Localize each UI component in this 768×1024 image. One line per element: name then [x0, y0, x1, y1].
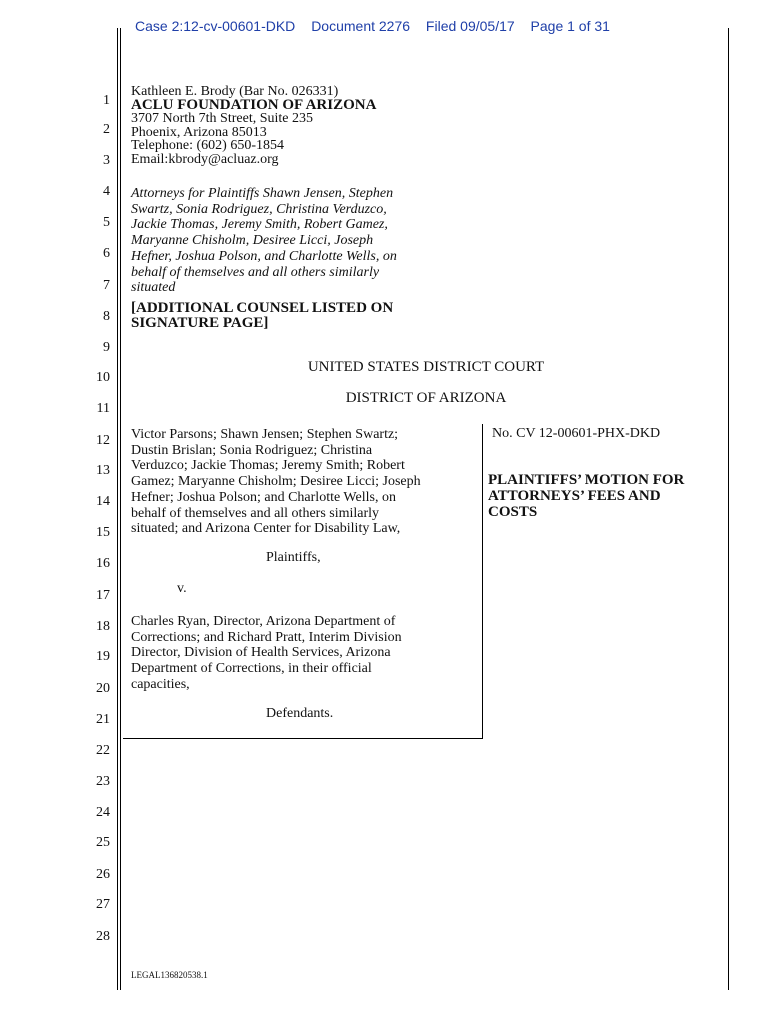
- attorneys-for-line: Jackie Thomas, Jeremy Smith, Robert Gamez,: [131, 217, 388, 233]
- caption-line: Gamez; Maryanne Chisholm; Desiree Licci; Joseph: [131, 474, 421, 490]
- caption-divider: [482, 424, 483, 738]
- caption-line: Verduzco; Jackie Thomas; Jeremy Smith; Robert: [131, 458, 405, 474]
- additional-counsel-line: [ADDITIONAL COUNSEL LISTED ON: [131, 300, 394, 316]
- caption-line: capacities,: [131, 676, 190, 692]
- caption-line: situated; and Arizona Center for Disability Law,: [131, 521, 401, 537]
- line-number: 18: [96, 619, 110, 634]
- caption-line: Charles Ryan, Director, Arizona Department of: [131, 614, 396, 629]
- court-district: DISTRICT OF ARIZONA: [345, 390, 507, 406]
- attorneys-for-line: Maryanne Chisholm, Desiree Licci, Joseph: [131, 233, 374, 249]
- motion-title-line: COSTS: [488, 504, 538, 520]
- caption-line: Hefner; Joshua Polson; and Charlotte Wells, on: [131, 489, 396, 505]
- line-number: 5: [103, 215, 110, 230]
- line-number: 14: [96, 494, 110, 509]
- caption-line: Dustin Brislan; Sonia Rodriguez; Christina: [131, 442, 373, 458]
- counsel-address-line-2: Phoenix, Arizona 85013: [131, 124, 267, 140]
- attorneys-for-block: [131, 186, 397, 296]
- line-number: 15: [96, 525, 110, 540]
- court-name: UNITED STATES DISTRICT COURT: [307, 359, 545, 375]
- line-number: 25: [96, 835, 110, 850]
- counsel-name: Kathleen E. Brody (Bar No. 026331): [131, 84, 339, 99]
- counsel-block: [131, 85, 376, 166]
- motion-title: [488, 472, 684, 520]
- line-number: 4: [103, 184, 110, 199]
- attorneys-for-line: Hefner, Joshua Polson, and Charlotte Wells, on: [131, 248, 397, 264]
- line-number: 21: [96, 712, 110, 727]
- motion-title-line: PLAINTIFFS’ MOTION FOR: [488, 472, 685, 488]
- page-indicator: Page 1 of 31: [530, 18, 610, 34]
- line-number: 9: [103, 340, 110, 355]
- counsel-telephone: Telephone: (602) 650-1854: [131, 138, 284, 153]
- defendants-parties: [131, 614, 402, 693]
- plaintiffs-parties: [131, 427, 421, 537]
- right-margin-rule: [728, 28, 729, 990]
- caption-line: Victor Parsons; Shawn Jensen; Stephen Swartz;: [131, 427, 399, 442]
- attorneys-for-line: Attorneys for Plaintiffs Shawn Jensen, Stephen: [131, 186, 394, 201]
- caption-line: Director, Division of Health Services, Arizona: [131, 645, 391, 661]
- line-number: 1: [103, 93, 110, 108]
- line-number: 8: [103, 309, 110, 324]
- additional-counsel-note: [131, 301, 393, 331]
- line-number: 26: [96, 867, 110, 882]
- line-number: 27: [96, 897, 110, 912]
- attorneys-for-line: behalf of themselves and all others similarly: [131, 264, 380, 280]
- left-margin-rule-inner: [120, 28, 121, 990]
- caption-line: Department of Corrections, in their official: [131, 661, 372, 677]
- filed-date: Filed 09/05/17: [425, 18, 515, 34]
- caption-line: behalf of themselves and all others similarly: [131, 505, 380, 521]
- defendants-label: Defendants.: [266, 706, 334, 721]
- caption-bottom-rule: [123, 738, 483, 739]
- footer-document-id: LEGAL136820538.1: [131, 970, 208, 980]
- line-number: 16: [96, 556, 110, 571]
- motion-title-line: ATTORNEYS’ FEES AND: [488, 488, 661, 504]
- line-number: 11: [96, 401, 110, 416]
- filing-header: [135, 18, 622, 34]
- line-number: 23: [96, 774, 110, 789]
- additional-counsel-line: SIGNATURE PAGE]: [131, 315, 269, 331]
- attorneys-for-line: Swartz, Sonia Rodriguez, Christina Verduzco,: [131, 201, 387, 217]
- line-number: 6: [103, 246, 110, 261]
- counsel-address-line-1: 3707 North 7th Street, Suite 235: [131, 111, 313, 126]
- line-number: 12: [96, 433, 110, 448]
- line-number: 22: [96, 743, 110, 758]
- line-number: 2: [103, 122, 110, 137]
- case-number-caption: No. CV 12-00601-PHX-DKD: [492, 426, 661, 441]
- line-number: 17: [96, 588, 110, 603]
- line-number: 24: [96, 805, 110, 820]
- attorneys-for-line: situated: [131, 280, 176, 296]
- line-number: 3: [103, 153, 110, 168]
- line-number: 20: [96, 681, 110, 696]
- line-number: 13: [96, 463, 110, 478]
- line-number: 28: [96, 929, 110, 944]
- caption-line: Corrections; and Richard Pratt, Interim Division: [131, 629, 402, 645]
- counsel-email: Email:kbrody@acluaz.org: [131, 151, 279, 167]
- line-number: 19: [96, 649, 110, 664]
- line-number: 7: [103, 278, 110, 293]
- plaintiffs-label: Plaintiffs,: [266, 550, 321, 565]
- versus-label: v.: [177, 581, 187, 596]
- left-margin-rule: [117, 28, 118, 990]
- line-number: 10: [96, 370, 110, 385]
- case-number: Case 2:12-cv-00601-DKD: [135, 18, 296, 34]
- document-number: Document 2276: [311, 18, 411, 34]
- counsel-organization: ACLU FOUNDATION OF ARIZONA: [131, 96, 377, 113]
